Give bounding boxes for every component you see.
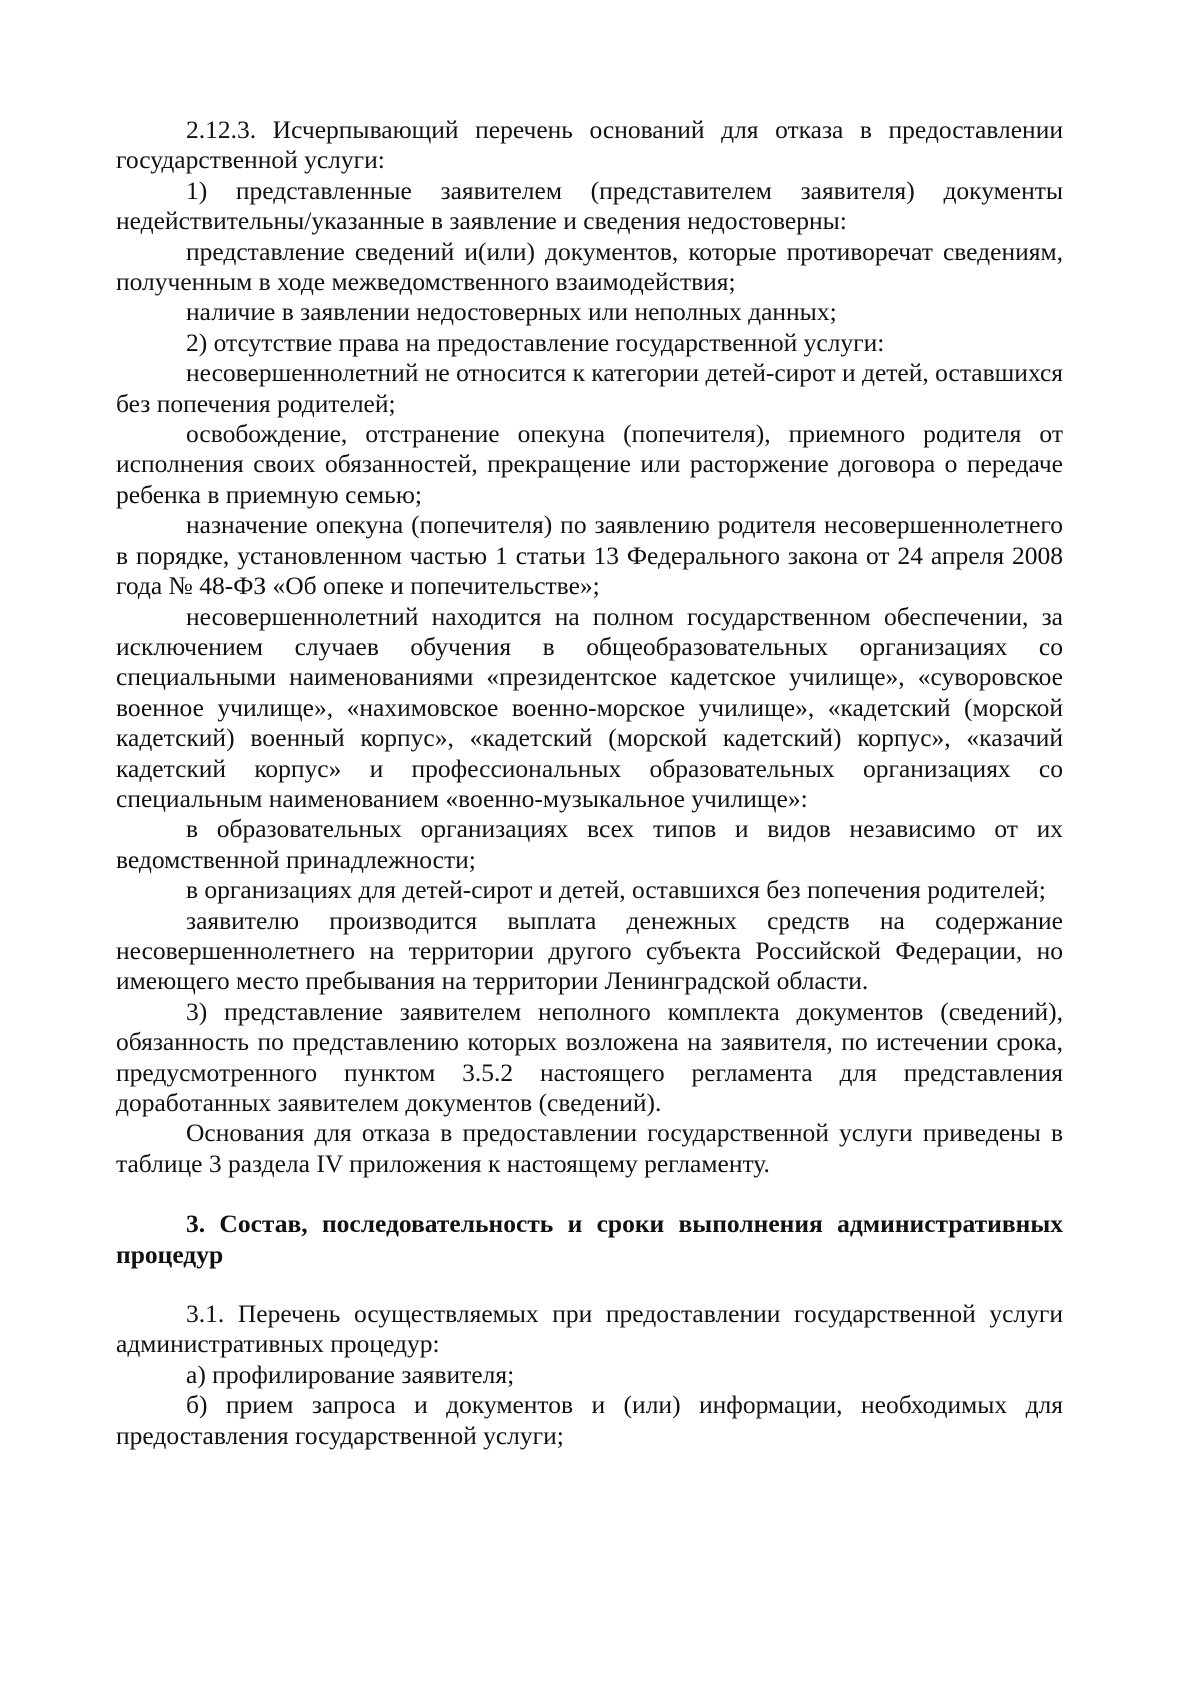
section-heading: 3. Состав, последовательность и сроки выполнения административных процедур: [116, 1209, 1063, 1269]
paragraph-unreliable-data: наличие в заявлении недостоверных или неполных данных;: [186, 297, 837, 327]
paragraph-guardian-appointment: назначение опекуна (попечителя) по заявлению родителя несовершеннолетнего в порядке, установленном частью 1 статьи 13 Федерального закона от 24 апреля 2008 года № 48-ФЗ «Об опеке и попечительстве»;: [116, 510, 1063, 601]
list-item-a: а) профилирование заявителя;: [186, 1359, 515, 1389]
list-item-b: б) прием запроса и документов и (или) информации, необходимых для предоставления государственной услуги;: [116, 1390, 1063, 1450]
paragraph-payment-other-region: заявителю производится выплата денежных средств на содержание несовершеннолетнего на территории другого субъекта Российской Федерации, но имеющего место пребывания на территории Ленинградской области.: [116, 905, 1063, 996]
paragraph-guardian-removal: освобождение, отстранение опекуна (попечителя), приемного родителя от исполнения своих обязанностей, прекращение или расторжение договора о передаче ребенка в приемную семью;: [116, 419, 1063, 509]
paragraph-2-12-3: 2.12.3. Исчерпывающий перечень оснований для отказа в предоставлении государственной услуги:: [116, 115, 1063, 175]
paragraph-orphan-organizations: в организациях для детей-сирот и детей, оставшихся без попечения родителей;: [186, 875, 1046, 905]
spacer: [116, 1179, 1063, 1209]
paragraph-not-orphan: несовершеннолетний не относится к категории детей-сирот и детей, оставшихся без попечения родителей;: [116, 358, 1064, 418]
spacer: [116, 1270, 1063, 1299]
paragraph-contradicting-info: представление сведений и(или) документов, которые противоречат сведениям, полученным в ходе межведомственного взаимодействия;: [116, 236, 1063, 297]
paragraph-state-support: несовершеннолетний находится на полном государственном обеспечении, за исключением случаев обучения в общеобразовательных организациях со специальными наименованиями «президентское кадетское училище», «суворовское военное училище», «нахимовское военно-морское училище», «кадетский (морской кадетский) военный корпус», «кадетский (морской кадетский) корпус», «казачий кадетский корпус» и профессиональных образовательных организациях со специальным наименованием «военно-музыкальное училище»:: [116, 601, 1063, 813]
paragraph-reason-1: 1) представленные заявителем (представителем заявителя) документы недействительны/указанные в заявление и сведения недостоверны:: [116, 175, 1063, 236]
paragraph-refusal-table-reference: Основания для отказа в предоставлении государственной услуги приведены в таблице 3 раздела IV приложения к настоящему регламенту.: [116, 1118, 1063, 1178]
paragraph-3-1: 3.1. Перечень осуществляемых при предоставлении государственной услуги административных процедур:: [116, 1299, 1063, 1359]
paragraph-reason-3: 3) представление заявителем неполного комплекта документов (сведений), обязанность по представлению которых возложена на заявителя, по истечении срока, предусмотренного пунктом 3.5.2 настоящего регламента для представления доработанных заявителем документов (сведений).: [116, 996, 1063, 1117]
document-page: [116, 115, 1063, 1451]
paragraph-educational-organizations: в образовательных организациях всех типов и видов независимо от их ведомственной принадлежности;: [116, 814, 1063, 874]
paragraph-reason-2: 2) отсутствие права на предоставление государственной услуги:: [186, 327, 885, 357]
